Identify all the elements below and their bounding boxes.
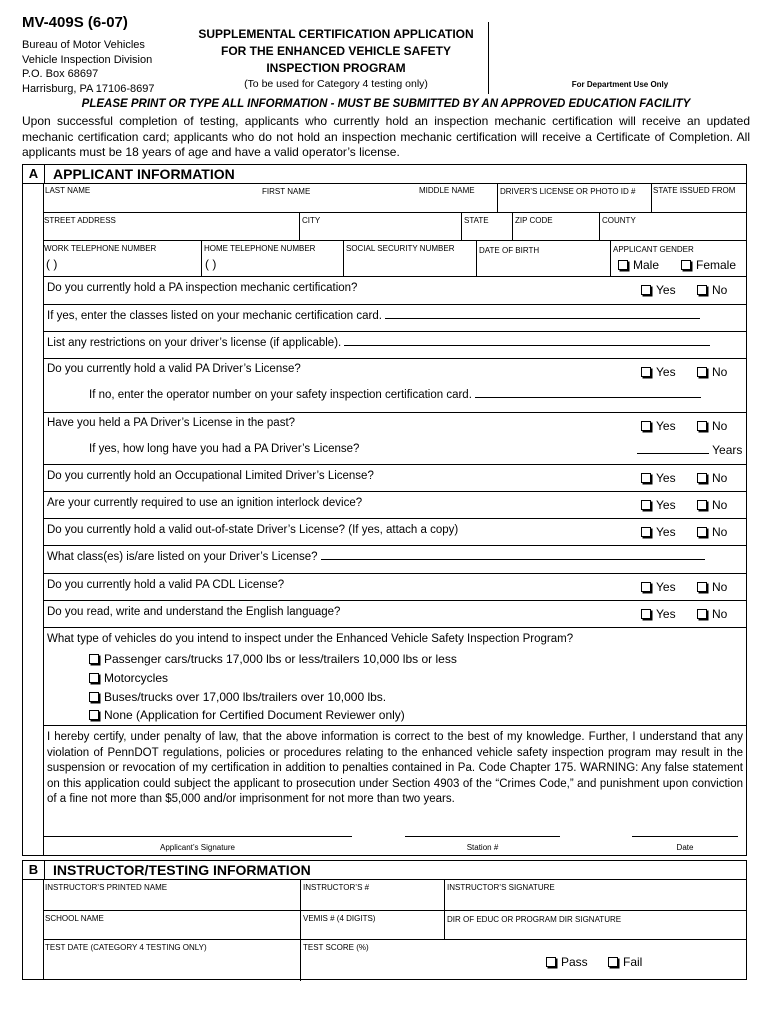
middle-name-label: MIDDLE NAME: [419, 186, 475, 195]
vehicle-option-passenger[interactable]: Passenger cars/trucks 17,000 lbs or less/trailers 10,000 lbs or less: [89, 652, 457, 666]
yes-option[interactable]: Yes: [641, 419, 676, 433]
restrictions-input-line[interactable]: [344, 345, 710, 346]
address-row[interactable]: [43, 212, 747, 240]
street-label: STREET ADDRESS: [44, 216, 116, 225]
zip-label: ZIP CODE: [515, 216, 553, 225]
checkbox-icon[interactable]: [641, 500, 651, 510]
checkbox-icon[interactable]: [697, 609, 707, 619]
certification-row: [43, 725, 747, 855]
q-operator-number: If no, enter the operator number on your safety inspection certification card.: [89, 389, 701, 401]
checkbox-icon[interactable]: [697, 582, 707, 592]
address-line: P.O. Box 68697: [22, 68, 99, 80]
license-class-input-line[interactable]: [321, 559, 705, 560]
form-number: MV-409S (6-07): [22, 14, 128, 31]
name-row[interactable]: [43, 183, 747, 212]
section-a-header: [22, 164, 747, 184]
cell-divider: [599, 213, 600, 241]
section-b-title: INSTRUCTOR/TESTING INFORMATION: [53, 862, 311, 878]
checkbox-icon[interactable]: [641, 285, 651, 295]
title-line: FOR THE ENHANCED VEHICLE SAFETY: [220, 44, 451, 58]
q-restrictions: List any restrictions on your driver’s license (if applicable).: [47, 337, 710, 349]
cell-divider: [444, 911, 445, 940]
q-occupational: Do you currently hold an Occupational Limited Driver’s License?: [47, 470, 374, 482]
no-option[interactable]: No: [697, 283, 727, 297]
q-out-of-state-row: [43, 518, 747, 545]
applicant-signature-label: Applicant’s Signature: [159, 843, 235, 852]
title-line: INSPECTION PROGRAM: [266, 61, 406, 75]
yes-option[interactable]: Yes: [641, 365, 676, 379]
cell-divider: [476, 241, 477, 277]
no-option[interactable]: No: [697, 580, 727, 594]
city-label: CITY: [302, 216, 321, 225]
q-cdl-row: [43, 573, 747, 600]
checkbox-icon[interactable]: [89, 710, 99, 720]
cell-divider: [300, 879, 301, 910]
gender-female-option[interactable]: Female: [681, 258, 736, 272]
ssn-label: SOCIAL SECURITY NUMBER: [346, 244, 455, 253]
gender-label: APPLICANT GENDER: [613, 245, 694, 254]
checkbox-icon[interactable]: [697, 527, 707, 537]
test-date-label: TEST DATE (CATEGORY 4 TESTING ONLY): [45, 943, 207, 952]
years-field[interactable]: Years: [637, 443, 742, 457]
license-id-label: DRIVER’S LICENSE OR PHOTO ID #: [500, 187, 636, 196]
no-option[interactable]: No: [697, 525, 727, 539]
gender-male-option[interactable]: Male: [618, 258, 659, 272]
q-classes-row: [43, 304, 747, 331]
no-option[interactable]: No: [697, 498, 727, 512]
form-title: [186, 26, 486, 77]
classes-input-line[interactable]: [385, 318, 700, 319]
section-a-letter: A: [23, 165, 45, 183]
vehicle-option-buses[interactable]: Buses/trucks over 17,000 lbs/trailers over 10,000 lbs.: [89, 690, 386, 704]
q-vehicle-types-row: [43, 627, 747, 725]
q-english: Do you read, write and understand the English language?: [47, 606, 341, 618]
checkbox-icon[interactable]: [641, 609, 651, 619]
checkbox-icon[interactable]: [89, 673, 99, 683]
header-divider: [488, 22, 489, 94]
vehicle-option-none[interactable]: None (Application for Certified Document Reviewer only): [89, 708, 405, 722]
address-line: Harrisburg, PA 17106-8697: [22, 82, 155, 95]
first-name-label: FIRST NAME: [262, 187, 311, 196]
checkbox-icon[interactable]: [641, 473, 651, 483]
dob-label: DATE OF BIRTH: [479, 246, 540, 255]
yes-option[interactable]: Yes: [641, 525, 676, 539]
county-label: COUNTY: [602, 216, 636, 225]
cell-divider: [201, 241, 202, 277]
q-out-of-state: Do you currently hold a valid out-of-state Driver’s License? (If yes, attach a copy): [47, 524, 459, 536]
q-pa-license-row: [43, 358, 747, 412]
cell-divider: [651, 184, 652, 213]
section-a-bottom: [22, 855, 747, 856]
checkbox-icon[interactable]: [697, 473, 707, 483]
director-signature-label: DIR OF EDUC OR PROGRAM DIR SIGNATURE: [447, 915, 622, 924]
instructor-name-label: INSTRUCTOR’S PRINTED NAME: [45, 883, 168, 892]
checkbox-icon[interactable]: [618, 260, 628, 270]
q-vehicle-types: What type of vehicles do you intend to inspect under the Enhanced Vehicle Safety Inspection Program?: [47, 633, 574, 645]
checkbox-icon[interactable]: [641, 527, 651, 537]
no-option[interactable]: No: [697, 365, 727, 379]
checkbox-icon[interactable]: [89, 692, 99, 702]
checkbox-icon[interactable]: [697, 421, 707, 431]
phone-row[interactable]: [43, 240, 747, 276]
q-past-license: Have you held a PA Driver’s License in the past?: [47, 417, 296, 429]
work-phone-label: WORK TELEPHONE NUMBER: [44, 244, 157, 253]
section-b-header: [22, 860, 747, 880]
title-line: SUPPLEMENTAL CERTIFICATION APPLICATION: [198, 27, 474, 41]
school-name-label: SCHOOL NAME: [45, 914, 104, 923]
checkbox-icon[interactable]: [641, 421, 651, 431]
checkbox-icon[interactable]: [608, 957, 618, 967]
yes-option[interactable]: Yes: [641, 498, 676, 512]
state-label: STATE: [464, 216, 489, 225]
yes-option[interactable]: Yes: [641, 580, 676, 594]
yes-option[interactable]: Yes: [641, 607, 676, 621]
operator-number-input-line[interactable]: [475, 397, 701, 398]
no-option[interactable]: No: [697, 419, 727, 433]
checkbox-icon[interactable]: [89, 654, 99, 664]
q-license-class: What class(es) is/are listed on your Driver’s License?: [47, 551, 705, 563]
school-row[interactable]: [43, 910, 747, 939]
address-line: Bureau of Motor Vehicles: [22, 39, 145, 51]
instructor-signature-label: INSTRUCTOR’S SIGNATURE: [447, 883, 555, 892]
applicant-signature-line[interactable]: [43, 836, 352, 837]
checkbox-icon[interactable]: [697, 500, 707, 510]
section-b-letter: B: [23, 861, 45, 879]
agency-address: [22, 38, 155, 96]
vehicle-option-motorcycles[interactable]: Motorcycles: [89, 671, 168, 685]
cell-divider: [610, 241, 611, 277]
cell-divider: [461, 213, 462, 241]
station-label: Station #: [466, 843, 499, 852]
checkbox-icon[interactable]: [546, 957, 556, 967]
q-classes: If yes, enter the classes listed on your mechanic certification card.: [47, 310, 700, 322]
date-label: Date: [676, 843, 694, 852]
q-cdl: Do you currently hold a valid PA CDL License?: [47, 579, 285, 591]
work-phone-area[interactable]: ( ): [46, 257, 58, 271]
cell-divider: [512, 213, 513, 241]
vemis-label: VEMIS # (4 DIGITS): [303, 914, 376, 923]
cell-divider: [300, 940, 301, 981]
address-line: Vehicle Inspection Division: [22, 53, 153, 66]
checkbox-icon[interactable]: [697, 367, 707, 377]
no-option[interactable]: No: [697, 471, 727, 485]
intro-paragraph: Upon successful completion of testing, applicants who currently hold an inspection mechanic certification will receive an updated mechanic certification card; applicants who do not hold an inspection mechanic certification will receive a Certificate of Completion. All applicants must be 18 years of age and have a valid operator’s license.: [22, 114, 750, 159]
yes-option[interactable]: Yes: [641, 471, 676, 485]
q-license-class-row: [43, 545, 747, 573]
cell-divider: [497, 184, 498, 213]
date-line[interactable]: [632, 836, 738, 837]
form-subtitle: (To be used for Category 4 testing only): [244, 78, 428, 90]
years-input-line[interactable]: [637, 453, 709, 454]
q-past-license-row: [43, 412, 747, 464]
certification-text: I hereby certify, under penalty of law, that the above information is correct to the best of my knowledge. Further, I understand that any violation of PennDOT regulations, policies or procedures relating to the enhanced vehicle safety inspection program may result in the suspension or revocation of my certification in addition to penalties contained in Pa. Code Chapter 175. WARNING: Any false statement on this application could subject the applicant to prosecution under Section 4903 of the “Crimes Code,” and punishment upon conviction of a fine not more than $5,000 and/or imprisonment for not more than two years.: [47, 731, 743, 805]
last-name-label: LAST NAME: [45, 186, 91, 195]
instructor-row[interactable]: [43, 879, 747, 910]
fail-option[interactable]: Fail: [608, 955, 642, 969]
instructor-number-label: INSTRUCTOR’S #: [303, 883, 370, 892]
cell-divider: [444, 879, 445, 910]
q-mechanic-cert: Do you currently hold a PA inspection mechanic certification?: [47, 282, 358, 294]
q-license-duration: If yes, how long have you had a PA Driver’s License?: [89, 443, 360, 455]
cell-divider: [300, 911, 301, 940]
q-interlock: Are your currently required to use an ignition interlock device?: [47, 497, 363, 509]
submission-notice: PLEASE PRINT OR TYPE ALL INFORMATION - MUST BE SUBMITTED BY AN APPROVED EDUCATION FACILITY: [81, 98, 691, 110]
section-a-title: APPLICANT INFORMATION: [53, 166, 235, 182]
q-restrictions-row: [43, 331, 747, 358]
cell-divider: [343, 241, 344, 277]
cell-divider: [299, 213, 300, 241]
test-row[interactable]: [43, 939, 747, 980]
home-phone-label: HOME TELEPHONE NUMBER: [204, 244, 316, 253]
checkbox-icon[interactable]: [697, 285, 707, 295]
state-issued-label: STATE ISSUED FROM: [653, 186, 736, 195]
home-phone-area[interactable]: ( ): [205, 257, 217, 271]
no-option[interactable]: No: [697, 607, 727, 621]
q-pa-license: Do you currently hold a valid PA Driver’s License?: [47, 363, 301, 375]
q-english-row: [43, 600, 747, 627]
dept-use-label: For Department Use Only: [571, 80, 669, 89]
q-occupational-row: [43, 464, 747, 491]
yes-option[interactable]: Yes: [641, 283, 676, 297]
q-interlock-row: [43, 491, 747, 518]
checkbox-icon[interactable]: [681, 260, 691, 270]
pass-option[interactable]: Pass: [546, 955, 588, 969]
station-line[interactable]: [405, 836, 560, 837]
test-score-label: TEST SCORE (%): [303, 943, 369, 952]
checkbox-icon[interactable]: [641, 367, 651, 377]
checkbox-icon[interactable]: [641, 582, 651, 592]
q-mechanic-cert-row: [43, 276, 747, 304]
